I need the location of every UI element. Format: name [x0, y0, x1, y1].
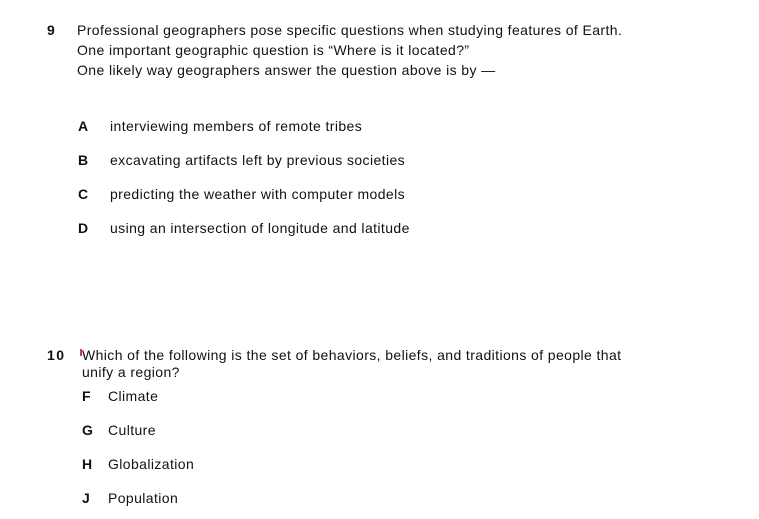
choice-text: using an intersection of longitude and latitude: [110, 220, 410, 236]
choice-text: interviewing members of remote tribes: [110, 118, 363, 134]
choice-text: Globalization: [108, 456, 195, 472]
question-number: 10: [47, 347, 66, 363]
choice-text: Culture: [108, 422, 156, 438]
choice-text: predicting the weather with computer models: [110, 186, 406, 202]
question-number: 9: [47, 22, 56, 38]
choice-letter: G: [82, 422, 94, 438]
choice-letter: F: [82, 388, 91, 404]
question-stem-line-2: unify a region?: [82, 364, 180, 380]
choice-letter: A: [78, 118, 89, 134]
question-stem-line-1: Which of the following is the set of behaviors, beliefs, and traditions of people that: [82, 347, 622, 363]
choice-text: excavating artifacts left by previous societies: [110, 152, 406, 168]
question-stem-line-1: Professional geographers pose specific questions when studying features of Earth.: [77, 22, 623, 38]
question-stem-line-2: One important geographic question is “Where is it located?”: [77, 42, 470, 58]
choice-letter: H: [82, 456, 93, 472]
choice-letter: C: [78, 186, 89, 202]
choice-text: Climate: [108, 388, 159, 404]
choice-text: Population: [108, 490, 179, 506]
question-stem-line-3: One likely way geographers answer the question above is by —: [77, 62, 496, 78]
choice-letter: J: [82, 490, 91, 506]
choice-letter: B: [78, 152, 89, 168]
choice-letter: D: [78, 220, 89, 236]
